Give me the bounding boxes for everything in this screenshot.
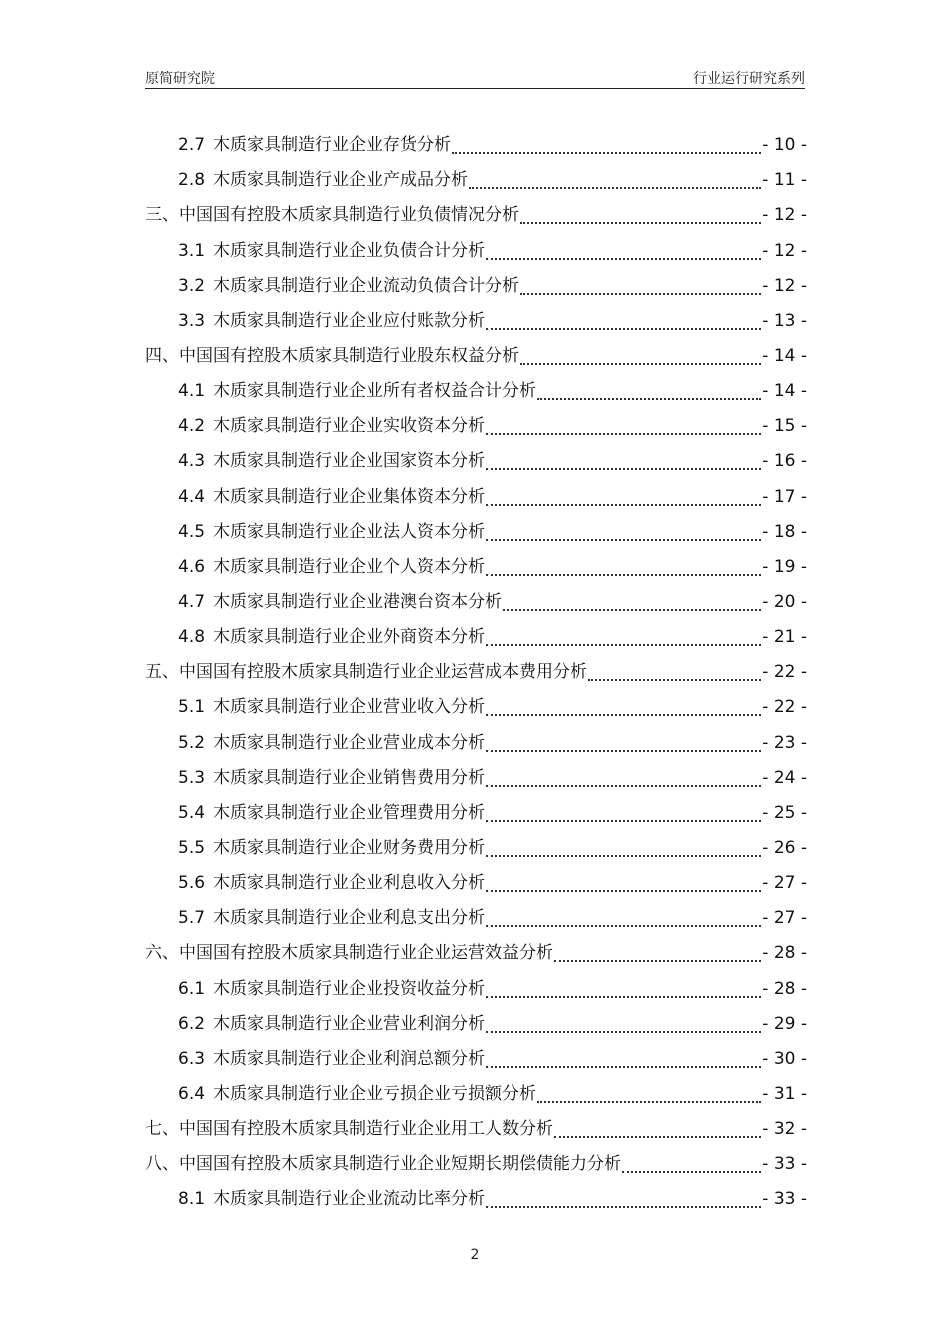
toc-leader-dots [486, 1054, 761, 1068]
toc-entry[interactable] [145, 444, 807, 479]
toc-entry[interactable] [145, 971, 807, 1006]
toc-entry-page: - 28 - [762, 943, 807, 964]
toc-entry[interactable] [145, 339, 807, 374]
toc-entry[interactable] [145, 796, 807, 831]
toc-entry[interactable] [145, 866, 807, 901]
toc-entry-page: - 27 - [762, 908, 807, 929]
toc-entry-number: 5.4 [178, 802, 206, 823]
toc-entry[interactable] [145, 725, 807, 760]
toc-entry-number: 8.1 [178, 1189, 206, 1210]
header-publisher: 原简研究院 [145, 71, 215, 87]
toc-entry-title: 木质家具制造行业企业利润总额分析 [213, 1048, 486, 1069]
toc-entry[interactable] [145, 1182, 807, 1217]
toc-entry-number: 6.3 [178, 1048, 206, 1069]
toc-leader-dots [520, 351, 761, 365]
toc-leader-dots [622, 1159, 761, 1173]
toc-entry-title: 木质家具制造行业企业财务费用分析 [213, 837, 486, 858]
toc-entry-page: - 22 - [762, 697, 807, 718]
toc-entry-page: - 14 - [762, 381, 807, 402]
toc-entry-number: 5.2 [178, 732, 206, 753]
toc-entry-title: 五、中国国有控股木质家具制造行业企业运营成本费用分析 [145, 662, 587, 683]
toc-entry[interactable] [145, 1042, 807, 1077]
toc-entry-number: 6.4 [178, 1083, 206, 1104]
toc-entry-title: 四、中国国有控股木质家具制造行业股东权益分析 [145, 345, 519, 366]
toc-entry[interactable] [145, 233, 807, 268]
toc-leader-dots [486, 1194, 761, 1208]
toc-entry-page: - 19 - [762, 556, 807, 577]
toc-leader-dots [486, 246, 761, 260]
toc-entry-title: 木质家具制造行业企业营业利润分析 [213, 1013, 486, 1034]
toc-entry-title: 木质家具制造行业企业个人资本分析 [213, 556, 486, 577]
toc-entry-page: - 23 - [762, 732, 807, 753]
toc-entry-title: 木质家具制造行业企业销售费用分析 [213, 767, 486, 788]
toc-entry-page: - 18 - [762, 521, 807, 542]
toc-entry-number: 4.3 [178, 451, 206, 472]
toc-leader-dots [486, 632, 761, 646]
toc-entry[interactable] [145, 1007, 807, 1042]
toc-entry-number: 2.8 [178, 170, 206, 191]
toc-entry[interactable] [145, 901, 807, 936]
toc-entry-page: - 24 - [762, 767, 807, 788]
toc-entry-title: 木质家具制造行业企业营业成本分析 [213, 732, 486, 753]
toc-leader-dots [486, 773, 761, 787]
toc-entry[interactable] [145, 198, 807, 233]
toc-entry-number: 6.2 [178, 1013, 206, 1034]
toc-entry-page: - 12 - [762, 205, 807, 226]
toc-entry-title: 木质家具制造行业企业集体资本分析 [213, 486, 486, 507]
table-of-contents [145, 128, 807, 1217]
toc-entry-title: 木质家具制造行业企业港澳台资本分析 [213, 591, 503, 612]
toc-leader-dots [486, 738, 761, 752]
page-number: 2 [470, 1247, 480, 1263]
toc-entry-number: 2.7 [178, 135, 206, 156]
toc-entry[interactable] [145, 128, 807, 163]
toc-leader-dots [520, 281, 761, 295]
toc-leader-dots [452, 140, 761, 154]
toc-entry-number: 4.1 [178, 381, 206, 402]
toc-entry-title: 八、中国国有控股木质家具制造行业企业短期长期偿债能力分析 [145, 1154, 621, 1175]
toc-entry-page: - 10 - [762, 135, 807, 156]
toc-entry-page: - 29 - [762, 1013, 807, 1034]
toc-entry[interactable] [145, 936, 807, 971]
toc-entry-title: 木质家具制造行业企业流动负债合计分析 [213, 275, 520, 296]
toc-leader-dots [486, 492, 761, 506]
toc-entry-title: 木质家具制造行业企业负债合计分析 [213, 240, 486, 261]
toc-entry-title: 木质家具制造行业企业利息收入分析 [213, 873, 486, 894]
toc-entry[interactable] [145, 831, 807, 866]
toc-leader-dots [469, 175, 761, 189]
toc-entry[interactable] [145, 1147, 807, 1182]
toc-leader-dots [554, 1124, 761, 1138]
toc-entry-title: 木质家具制造行业企业管理费用分析 [213, 802, 486, 823]
toc-leader-dots [537, 386, 761, 400]
toc-entry-number: 3.3 [178, 310, 206, 331]
toc-entry-number: 5.3 [178, 767, 206, 788]
toc-entry[interactable] [145, 620, 807, 655]
toc-entry-title: 木质家具制造行业企业产成品分析 [213, 170, 469, 191]
toc-entry-title: 木质家具制造行业企业所有者权益合计分析 [213, 381, 537, 402]
page-header [145, 66, 805, 89]
toc-entry-page: - 21 - [762, 627, 807, 648]
toc-leader-dots [588, 667, 761, 681]
toc-entry-number: 5.7 [178, 908, 206, 929]
toc-leader-dots [503, 597, 761, 611]
toc-leader-dots [486, 878, 761, 892]
toc-entry-title: 木质家具制造行业企业流动比率分析 [213, 1189, 486, 1210]
toc-entry-page: - 11 - [762, 170, 807, 191]
header-series: 行业运行研究系列 [693, 71, 805, 87]
toc-entry-number: 6.1 [178, 978, 206, 999]
toc-entry[interactable] [145, 1112, 807, 1147]
toc-entry-number: 3.1 [178, 240, 206, 261]
toc-entry[interactable] [145, 269, 807, 304]
toc-entry-page: - 32 - [762, 1119, 807, 1140]
toc-leader-dots [537, 1089, 761, 1103]
toc-entry-number: 5.1 [178, 697, 206, 718]
toc-entry-title: 木质家具制造行业企业应付账款分析 [213, 310, 486, 331]
toc-entry[interactable] [145, 374, 807, 409]
toc-entry-title: 木质家具制造行业企业外商资本分析 [213, 627, 486, 648]
toc-leader-dots [486, 808, 761, 822]
toc-leader-dots [486, 702, 761, 716]
toc-leader-dots [486, 843, 761, 857]
toc-entry-number: 5.5 [178, 837, 206, 858]
toc-entry[interactable] [145, 585, 807, 620]
toc-entry[interactable] [145, 550, 807, 585]
toc-entry-title: 木质家具制造行业企业利息支出分析 [213, 908, 486, 929]
toc-entry[interactable] [145, 1077, 807, 1112]
toc-leader-dots [554, 948, 761, 962]
toc-entry-number: 3.2 [178, 275, 206, 296]
toc-entry[interactable] [145, 690, 807, 725]
toc-leader-dots [486, 1019, 761, 1033]
toc-entry-page: - 33 - [762, 1189, 807, 1210]
toc-leader-dots [486, 562, 761, 576]
toc-entry-title: 木质家具制造行业企业国家资本分析 [213, 451, 486, 472]
toc-entry-number: 4.8 [178, 627, 206, 648]
toc-leader-dots [486, 913, 761, 927]
toc-entry-title: 三、中国国有控股木质家具制造行业负债情况分析 [145, 205, 519, 226]
toc-entry-number: 5.6 [178, 873, 206, 894]
toc-entry-page: - 25 - [762, 802, 807, 823]
toc-leader-dots [486, 456, 761, 470]
toc-entry-title: 木质家具制造行业企业投资收益分析 [213, 978, 486, 999]
toc-entry-page: - 14 - [762, 345, 807, 366]
toc-entry-number: 4.5 [178, 521, 206, 542]
toc-entry[interactable] [145, 761, 807, 796]
toc-entry-page: - 12 - [762, 275, 807, 296]
toc-entry[interactable] [145, 655, 807, 690]
toc-entry-page: - 22 - [762, 662, 807, 683]
toc-leader-dots [486, 527, 761, 541]
toc-entry-page: - 27 - [762, 873, 807, 894]
toc-entry[interactable] [145, 409, 807, 444]
toc-entry-page: - 15 - [762, 416, 807, 437]
toc-entry-title: 木质家具制造行业企业存货分析 [213, 135, 452, 156]
toc-entry-page: - 30 - [762, 1048, 807, 1069]
toc-entry-title: 七、中国国有控股木质家具制造行业企业用工人数分析 [145, 1119, 553, 1140]
toc-entry-number: 4.2 [178, 416, 206, 437]
toc-entry[interactable] [145, 479, 807, 514]
toc-leader-dots [520, 210, 761, 224]
toc-entry-page: - 12 - [762, 240, 807, 261]
toc-entry-title: 六、中国国有控股木质家具制造行业企业运营效益分析 [145, 943, 553, 964]
toc-entry-number: 4.7 [178, 591, 206, 612]
toc-leader-dots [486, 316, 761, 330]
toc-entry-page: - 16 - [762, 451, 807, 472]
toc-entry-page: - 20 - [762, 591, 807, 612]
toc-entry-page: - 33 - [762, 1154, 807, 1175]
toc-leader-dots [486, 984, 761, 998]
toc-entry-title: 木质家具制造行业企业营业收入分析 [213, 697, 486, 718]
toc-entry-title: 木质家具制造行业企业实收资本分析 [213, 416, 486, 437]
toc-leader-dots [486, 421, 761, 435]
toc-entry-page: - 13 - [762, 310, 807, 331]
toc-entry[interactable] [145, 304, 807, 339]
toc-entry-title: 木质家具制造行业企业亏损企业亏损额分析 [213, 1083, 537, 1104]
toc-entry-page: - 28 - [762, 978, 807, 999]
toc-entry[interactable] [145, 515, 807, 550]
toc-entry-page: - 17 - [762, 486, 807, 507]
toc-entry-title: 木质家具制造行业企业法人资本分析 [213, 521, 486, 542]
toc-entry-page: - 26 - [762, 837, 807, 858]
toc-entry[interactable] [145, 163, 807, 198]
toc-entry-page: - 31 - [762, 1083, 807, 1104]
toc-entry-number: 4.4 [178, 486, 206, 507]
toc-entry-number: 4.6 [178, 556, 206, 577]
